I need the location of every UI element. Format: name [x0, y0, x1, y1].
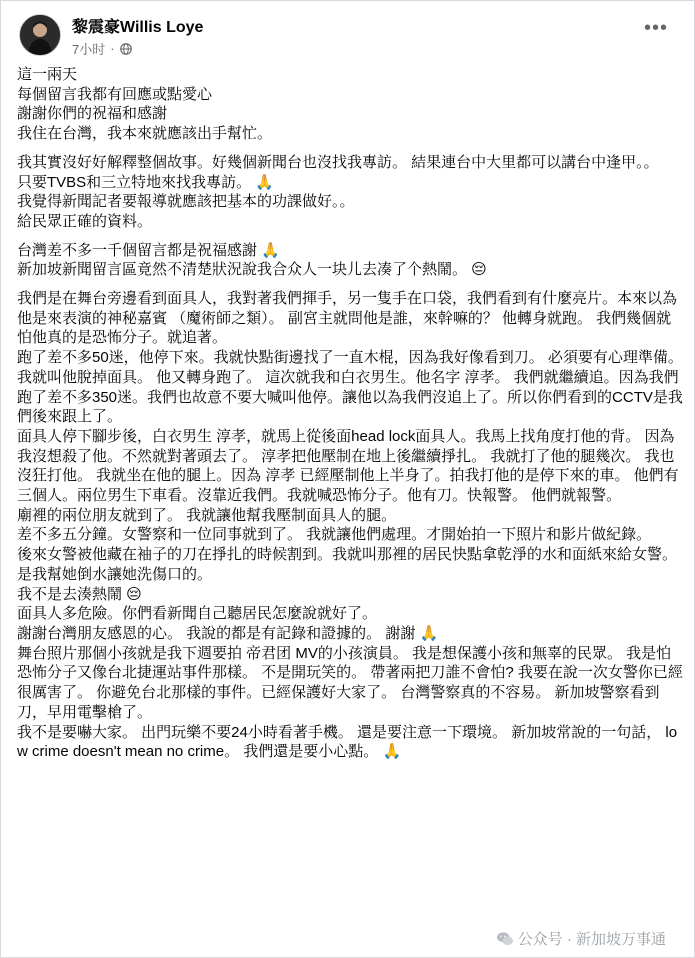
post-paragraph — [17, 153, 685, 232]
post-text-line: 面具人多危險。你們看新聞自己聽居民怎麼說就好了。 — [17, 605, 378, 623]
post-text-line: 我不是去湊熱鬧 😔 — [17, 585, 142, 603]
post-text-line: 給民眾正確的資料。 — [17, 212, 153, 230]
post-paragraph — [17, 65, 685, 144]
meta-separator: · — [110, 41, 115, 56]
post-text-line: 廟裡的兩位朋友就到了。 我就讓他幫我壓制面具人的腿。 — [17, 506, 397, 524]
wechat-icon — [496, 931, 514, 947]
watermark — [496, 928, 666, 949]
post-text-line: 謝謝你們的祝福和感謝 — [17, 105, 168, 123]
globe-icon[interactable] — [120, 43, 132, 55]
post-header — [19, 11, 684, 61]
post-text-line: 我就叫他脫掉面具。 他又轉身跑了。 這次就我和白衣男生。他名字 淳孝。 我們就繼續追。因為我們跑了差不多350迷。我們也故意不要大喊叫他停。讓他以為我們沒追上了。所以你們看到的CCTV是我們後來跟上了。 — [17, 368, 683, 426]
post-text-line: 台灣差不多一千個留言都是祝福感謝 🙏 — [17, 241, 280, 259]
author-name[interactable]: 黎震豪Willis Loye — [72, 19, 204, 36]
post-text-line: 面具人停下腳步後，白衣男生 淳孝，就馬上從後面head lock面具人。我馬上找角度打他的背。 因為我沒想殺了他。不然就對著頭去了。 淳孝把他壓制在地上後繼續掙扎。 我就打了他的腿幾次。 我也沒狂打他。 我就坐在他的腿上。因為 淳孝 已經壓制他上半身了。拍我打他的是停下來的車。 他們有三個人。兩位男生下車看。沒靠近我們。我就喊恐怖分子。他有刀。快報警。 他們就報警。 — [17, 427, 679, 505]
post-text-line: 舞台照片那個小孩就是我下週要拍 帝君团 MV的小孩演員。 我是想保護小孩和無辜的民眾。 我是怕恐怖分子又像台北捷運站事件那樣。 不是開玩笑的。 帶著兩把刀誰不會怕? 我要在說一次女警你已經很厲害了。 你避免台北那樣的事件。已經保護好大家了。 台灣警察真的不容易。 新加坡警察看到刀，早用電擊槍了。 — [17, 644, 683, 721]
post-body — [17, 65, 685, 762]
post-text-line: 我其實沒好好解釋整個故事。好幾個新聞台也沒找我專訪。 結果連台中大里都可以講台中逢甲。。 — [17, 153, 659, 171]
post-text-line: 我不是要嚇大家。 出門玩樂不要24小時看著手機。 還是要注意一下環境。 新加坡常說的一句話， low crime doesn't mean no crime。 我們還是要小心點。 🙏 — [17, 723, 678, 761]
post-meta — [72, 39, 132, 58]
post-paragraph — [17, 289, 685, 762]
post-time[interactable]: 7小时 — [72, 42, 106, 57]
avatar-image — [20, 15, 60, 55]
post-text-line: 跑了差不多50迷，他停下來。我就快點街邊找了一直木棍，因為我好像看到刀。 必須要有心理準備。 — [17, 349, 683, 367]
post-text-line: 我住在台灣，我本來就應該出手幫忙。 — [17, 125, 273, 143]
post-text-line: 後來女警被他藏在袖子的刀在掙扎的時候割到。我就叫那裡的居民快點拿乾淨的水和面紙來給女警。 是我幫她倒水讓她洗傷口的。 — [17, 546, 678, 583]
post-text-line: 謝謝台灣朋友感恩的心。 我說的都是有記錄和證據的。 謝謝 🙏 — [17, 624, 439, 642]
post-text-line: 我們是在舞台旁邊看到面具人，我對著我們揮手，另一隻手在口袋，我們看到有什麼亮片。本來以為他是來表演的神秘嘉賓 （魔術師之類）。 副宮主就問他是誰，來幹嘛的？ 他轉身就跑。 我們幾個就怕他真的是恐怖分子。就追著。 — [17, 290, 678, 347]
more-options-icon[interactable]: ••• — [643, 17, 668, 39]
post-text-line: 只要TVBS和三立特地來找我專訪。 🙏 — [17, 173, 275, 191]
post-text-line: 新加坡新聞留言區竟然不清楚狀況說我合众人一块儿去凑了个熱鬧。 😔 — [17, 261, 487, 279]
watermark-text: 公众号 · 新加坡万事通 — [517, 931, 666, 948]
post-text-line: 這一兩天 — [17, 66, 78, 83]
post-paragraph — [17, 241, 685, 280]
post-text-line: 每個留言我都有回應或點愛心 — [17, 85, 213, 103]
author-avatar[interactable] — [19, 14, 61, 56]
post-text-line: 差不多五分鐘。女警察和一位同事就到了。 我就讓他們處理。才開始拍一下照片和影片做紀錄。 — [17, 526, 652, 544]
post-text-line: 我覺得新聞記者要報導就應該把基本的功課做好。。 — [17, 193, 355, 211]
